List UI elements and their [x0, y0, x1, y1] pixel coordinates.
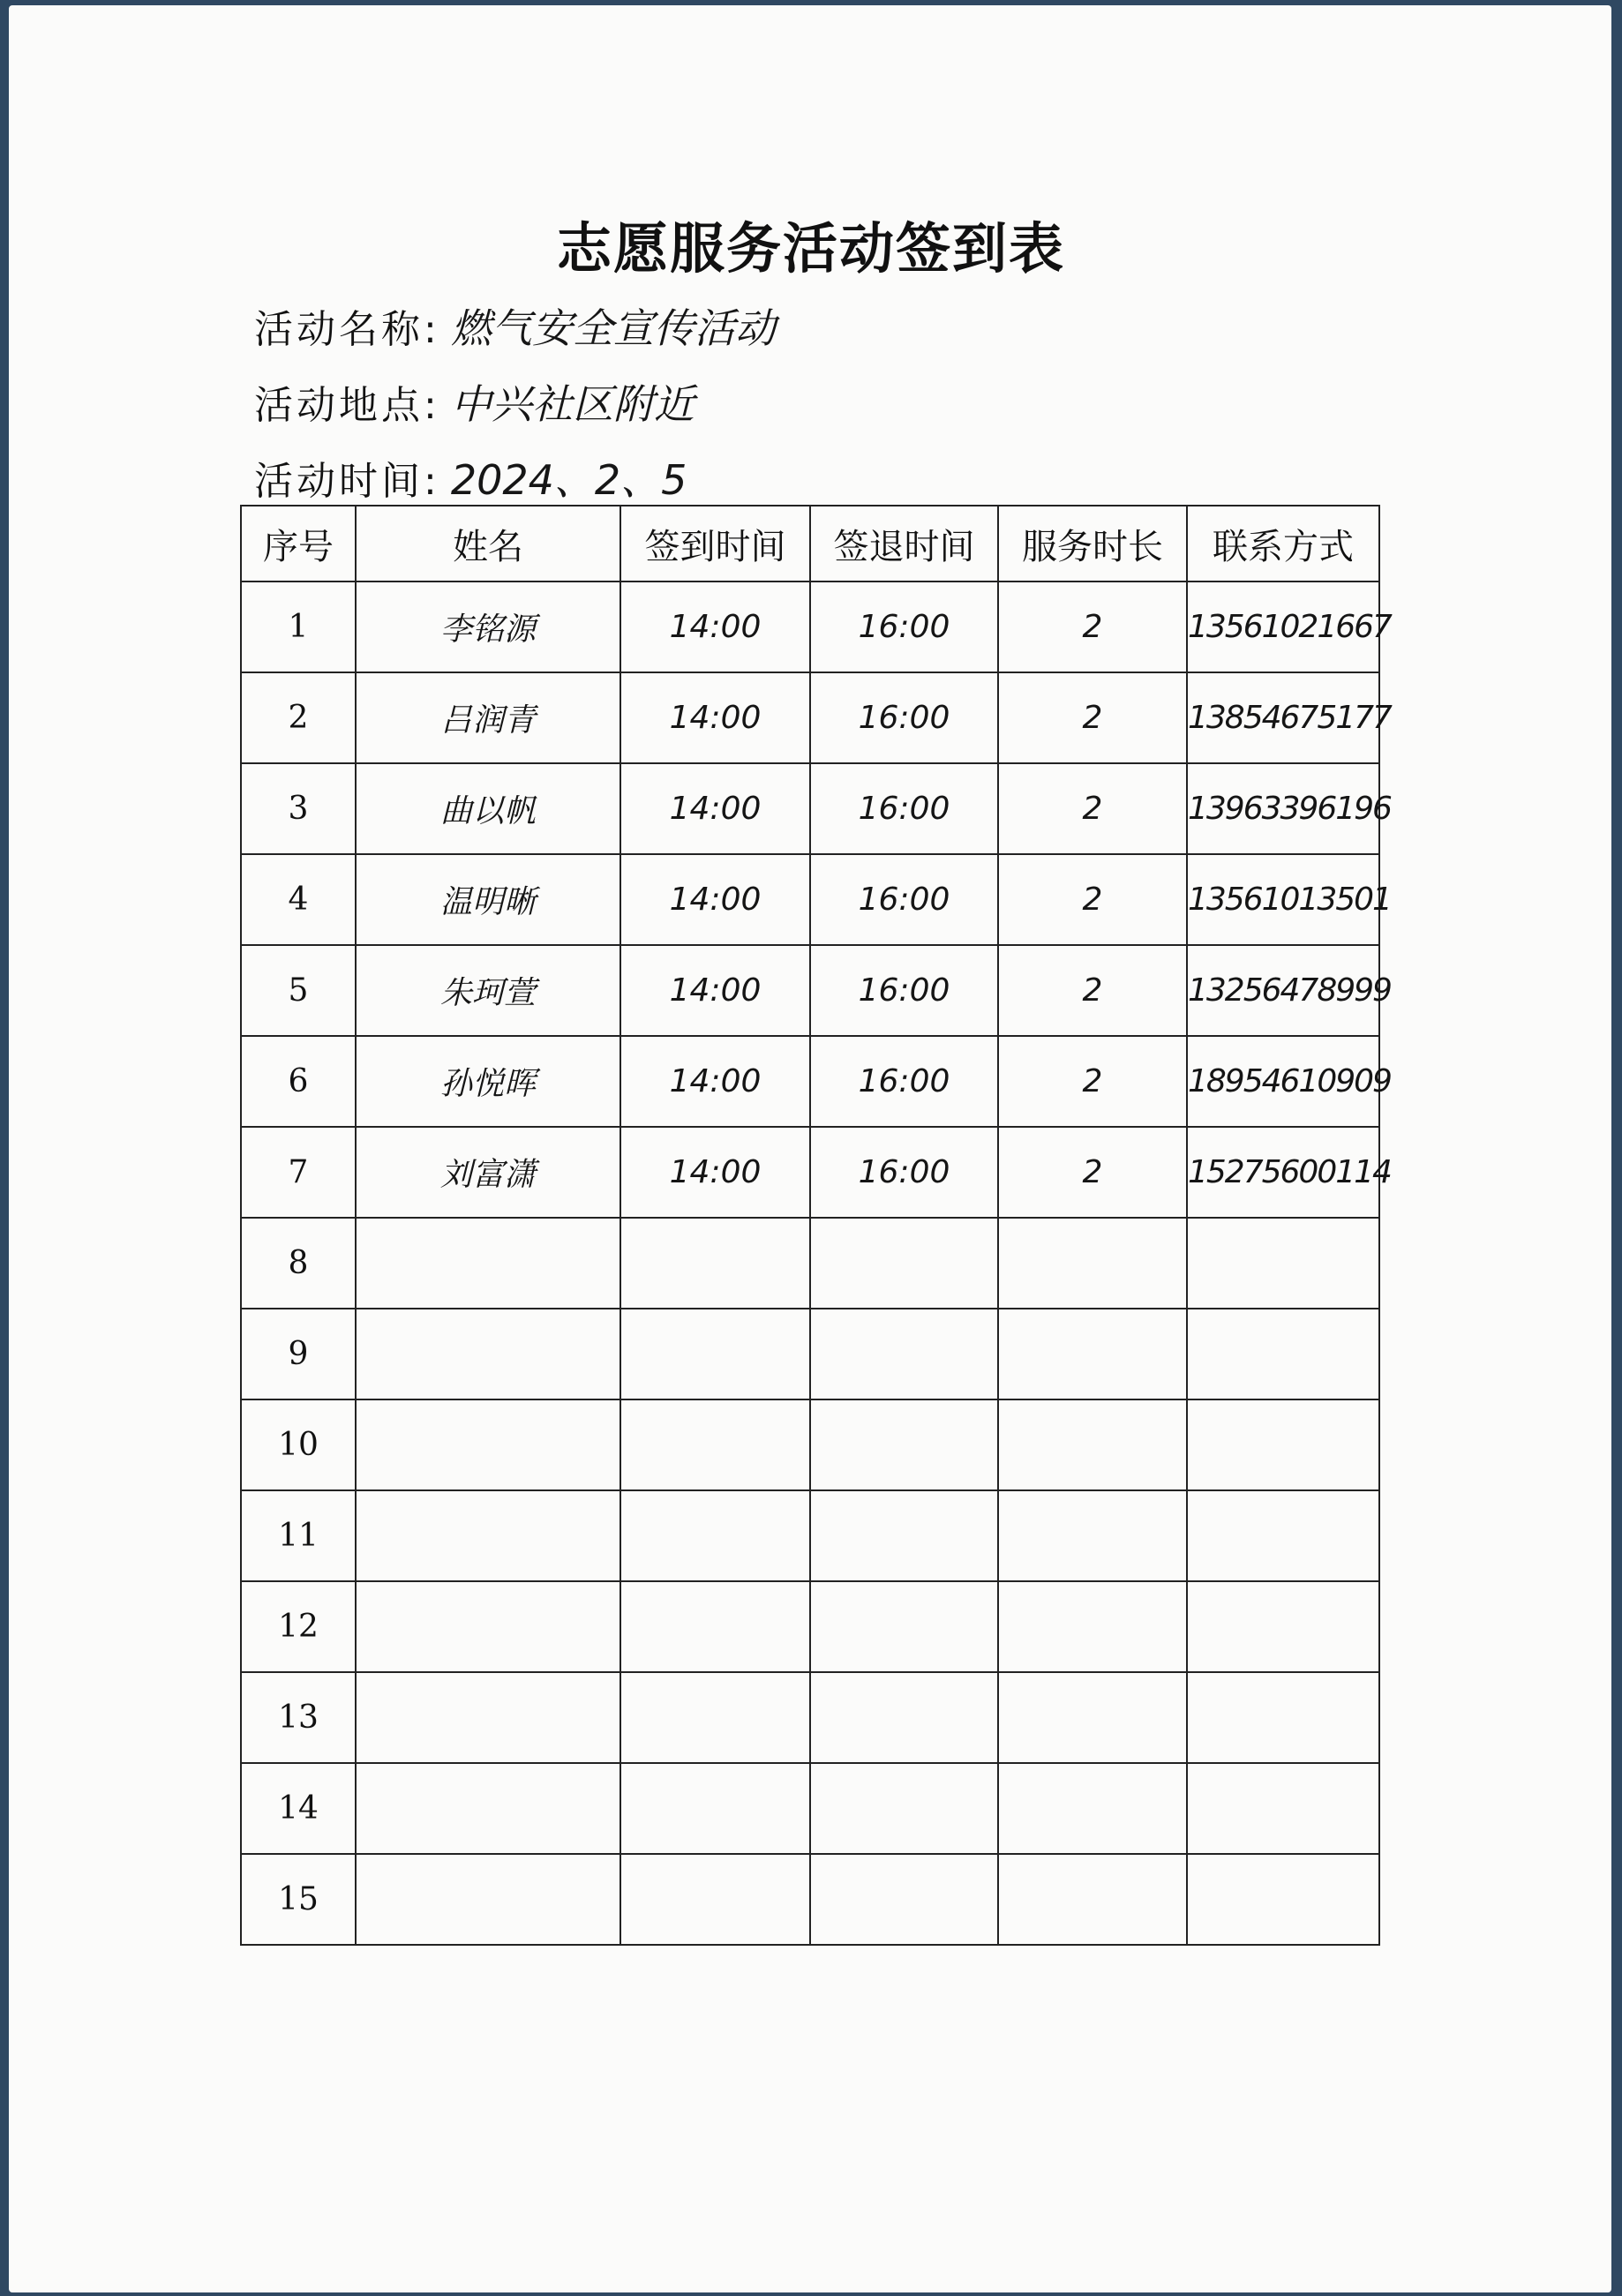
- cell-name: [356, 1854, 620, 1945]
- table-row: [241, 582, 1379, 672]
- cell-sign-out-time: [810, 1854, 998, 1945]
- cell-name: [356, 1490, 620, 1581]
- header-row: [241, 506, 1379, 582]
- table-row: [241, 945, 1379, 1036]
- cell-contact: 13561021667: [1187, 582, 1379, 672]
- activity-place-label: 活动地点:: [254, 383, 440, 428]
- cell-name: [356, 1309, 620, 1399]
- cell-no: 3: [241, 763, 356, 854]
- cell-name: [356, 1399, 620, 1490]
- table-row: [241, 763, 1379, 854]
- table-row: [241, 1127, 1379, 1218]
- cell-service-duration: [998, 1581, 1187, 1672]
- cell-sign-in-time: 14:00: [620, 672, 810, 763]
- cell-sign-out-time: [810, 1672, 998, 1763]
- cell-sign-in-time: [620, 1309, 810, 1399]
- cell-no: 13: [241, 1672, 356, 1763]
- cell-no: 12: [241, 1581, 356, 1672]
- cell-contact: 13854675177: [1187, 672, 1379, 763]
- table-row: [241, 672, 1379, 763]
- cell-contact: [1187, 1581, 1379, 1672]
- cell-sign-out-time: 16:00: [810, 672, 998, 763]
- cell-name: 吕润青: [356, 672, 620, 763]
- cell-name: [356, 1763, 620, 1854]
- activity-place-row: [254, 372, 695, 431]
- cell-no: 15: [241, 1854, 356, 1945]
- cell-contact: 13256478999: [1187, 945, 1379, 1036]
- cell-no: 7: [241, 1127, 356, 1218]
- cell-sign-out-time: 16:00: [810, 763, 998, 854]
- cell-contact: [1187, 1399, 1379, 1490]
- cell-no: 10: [241, 1399, 356, 1490]
- table-row: [241, 854, 1379, 945]
- cell-sign-in-time: [620, 1490, 810, 1581]
- cell-no: 2: [241, 672, 356, 763]
- cell-sign-in-time: 14:00: [620, 945, 810, 1036]
- header-service-duration: 服务时长: [998, 506, 1187, 582]
- header-name: 姓名: [356, 506, 620, 582]
- activity-time-label: 活动时间:: [254, 459, 440, 504]
- cell-sign-in-time: [620, 1581, 810, 1672]
- cell-service-duration: [998, 1309, 1187, 1399]
- table-row: [241, 1399, 1379, 1490]
- cell-no: 5: [241, 945, 356, 1036]
- cell-sign-out-time: 16:00: [810, 1036, 998, 1127]
- cell-service-duration: 2: [998, 945, 1187, 1036]
- table-row: [241, 1672, 1379, 1763]
- cell-sign-out-time: [810, 1218, 998, 1309]
- activity-name-label: 活动名称:: [254, 307, 440, 352]
- cell-contact: 15275600114: [1187, 1127, 1379, 1218]
- cell-name: 朱珂萱: [356, 945, 620, 1036]
- cell-contact: [1187, 1218, 1379, 1309]
- cell-sign-in-time: 14:00: [620, 1127, 810, 1218]
- cell-service-duration: 2: [998, 582, 1187, 672]
- cell-name: 李铭源: [356, 582, 620, 672]
- cell-sign-out-time: [810, 1581, 998, 1672]
- cell-sign-out-time: 16:00: [810, 854, 998, 945]
- cell-contact: [1187, 1854, 1379, 1945]
- cell-name: 刘富潇: [356, 1127, 620, 1218]
- cell-service-duration: [998, 1854, 1187, 1945]
- cell-sign-in-time: [620, 1218, 810, 1309]
- table-row: [241, 1490, 1379, 1581]
- cell-contact: [1187, 1490, 1379, 1581]
- cell-sign-out-time: [810, 1490, 998, 1581]
- cell-sign-in-time: 14:00: [620, 582, 810, 672]
- cell-no: 14: [241, 1763, 356, 1854]
- cell-sign-in-time: [620, 1672, 810, 1763]
- header-sign-in-time: 签到时间: [620, 506, 810, 582]
- cell-contact: [1187, 1672, 1379, 1763]
- table-row: [241, 1036, 1379, 1127]
- cell-sign-out-time: [810, 1763, 998, 1854]
- header-no: 序号: [241, 506, 356, 582]
- cell-contact: [1187, 1309, 1379, 1399]
- cell-sign-out-time: [810, 1309, 998, 1399]
- cell-name: [356, 1218, 620, 1309]
- activity-name-value: 燃气安全宣传活动: [450, 304, 776, 352]
- sign-in-table: [240, 505, 1391, 1946]
- cell-sign-in-time: 14:00: [620, 763, 810, 854]
- page-title: 志愿服务活动签到表: [556, 216, 1065, 281]
- cell-name: [356, 1672, 620, 1763]
- cell-no: 4: [241, 854, 356, 945]
- table-row: [241, 1581, 1379, 1672]
- cell-sign-in-time: [620, 1399, 810, 1490]
- cell-no: 8: [241, 1218, 356, 1309]
- table-row: [241, 1309, 1379, 1399]
- cell-service-duration: [998, 1763, 1187, 1854]
- cell-sign-in-time: [620, 1854, 810, 1945]
- table-row: [241, 1763, 1379, 1854]
- cell-sign-out-time: [810, 1399, 998, 1490]
- cell-sign-in-time: 14:00: [620, 854, 810, 945]
- cell-contact: [1187, 1763, 1379, 1854]
- cell-sign-in-time: 14:00: [620, 1036, 810, 1127]
- cell-service-duration: [998, 1399, 1187, 1490]
- cell-contact: 18954610909: [1187, 1036, 1379, 1127]
- cell-name: 孙悦晖: [356, 1036, 620, 1127]
- activity-name-row: [254, 296, 776, 355]
- activity-place-value: 中兴社区附近: [450, 380, 695, 428]
- cell-sign-out-time: 16:00: [810, 1127, 998, 1218]
- cell-service-duration: [998, 1218, 1187, 1309]
- cell-no: 9: [241, 1309, 356, 1399]
- cell-service-duration: 2: [998, 763, 1187, 854]
- activity-time-value: 2024、2、5: [450, 456, 687, 504]
- cell-no: 11: [241, 1490, 356, 1581]
- cell-sign-in-time: [620, 1763, 810, 1854]
- cell-name: 曲以帆: [356, 763, 620, 854]
- header-contact: 联系方式: [1187, 506, 1379, 582]
- cell-service-duration: 2: [998, 672, 1187, 763]
- cell-no: 1: [241, 582, 356, 672]
- table-row: [241, 1854, 1379, 1945]
- cell-service-duration: [998, 1490, 1187, 1581]
- activity-time-row: [254, 448, 687, 506]
- cell-name: [356, 1581, 620, 1672]
- header-sign-out-time: 签退时间: [810, 506, 998, 582]
- cell-contact: 13561013501: [1187, 854, 1379, 945]
- cell-service-duration: 2: [998, 854, 1187, 945]
- cell-sign-out-time: 16:00: [810, 582, 998, 672]
- cell-name: 温明晰: [356, 854, 620, 945]
- cell-service-duration: 2: [998, 1036, 1187, 1127]
- cell-contact: 13963396196: [1187, 763, 1379, 854]
- cell-sign-out-time: 16:00: [810, 945, 998, 1036]
- cell-service-duration: [998, 1672, 1187, 1763]
- table-row: [241, 1218, 1379, 1309]
- cell-service-duration: 2: [998, 1127, 1187, 1218]
- cell-no: 6: [241, 1036, 356, 1127]
